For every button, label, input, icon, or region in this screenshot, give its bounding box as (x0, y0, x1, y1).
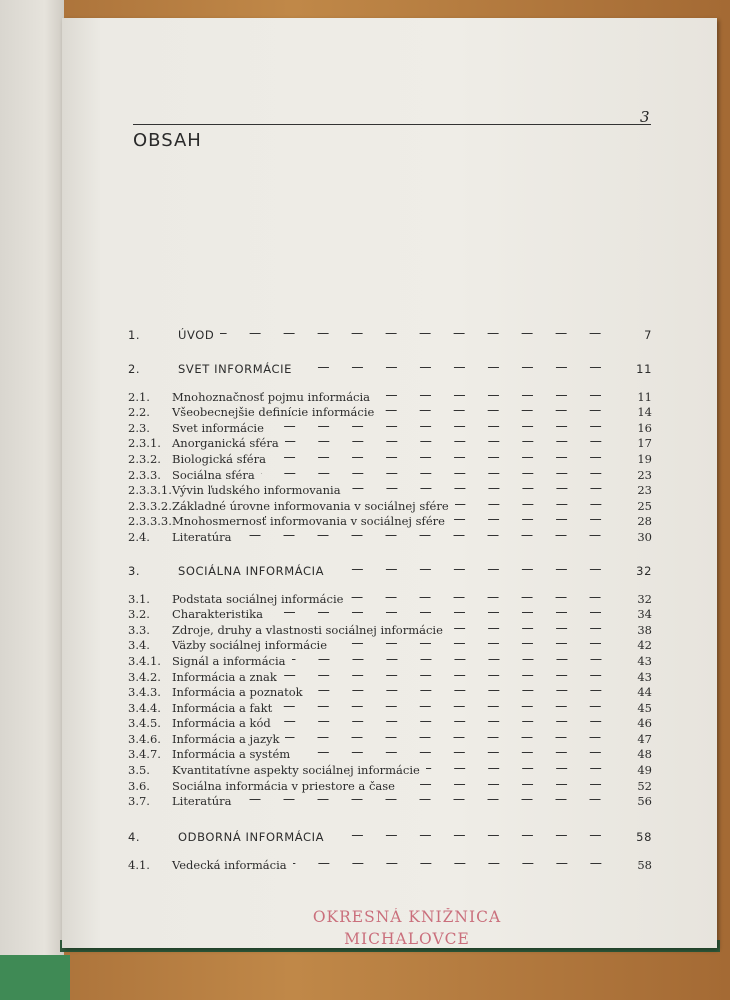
entry-page: 49 (637, 763, 652, 778)
dash-leader (309, 684, 618, 696)
entry-page: 23 (637, 467, 652, 482)
entry-number: 3.1. (128, 591, 150, 606)
dash-leader (277, 715, 618, 727)
page-number: 3 (640, 108, 650, 126)
entry-title: SVET INFORMÁCIE (178, 362, 293, 376)
entry-page: 28 (637, 514, 652, 529)
entry-title: Svet informácie (172, 420, 264, 435)
dash-leader (376, 389, 618, 401)
entry-title: Základné úrovne informovania v sociálnej sfére (172, 498, 449, 513)
entry-title: Informácia a poznatok (172, 685, 303, 700)
dash-leader (270, 420, 618, 432)
entry-title: Kvantitatívne aspekty sociálnej informácie (172, 763, 420, 778)
entry-number: 2.3.2. (128, 451, 161, 466)
entry-title: Anorganická sféra (172, 436, 279, 451)
entry-page: 30 (637, 529, 652, 544)
entry-page: 23 (637, 483, 652, 498)
entry-page: 42 (637, 638, 652, 653)
dash-leader (451, 513, 618, 525)
entry-title: Vedecká informácia (172, 857, 287, 872)
entry-title: Literatúra (172, 794, 232, 809)
entry-page: 25 (637, 498, 652, 513)
entry-page: 32 (636, 563, 652, 578)
dash-leader (426, 762, 618, 774)
entry-number: 3.4.2. (128, 669, 161, 684)
entry-number: 3.4.5. (128, 716, 161, 731)
entry-number: 3.2. (128, 607, 150, 622)
toc-entry (128, 497, 652, 513)
entry-page: 47 (637, 731, 652, 746)
entry-page: 43 (637, 653, 652, 668)
entry-number: 2.3.1. (128, 436, 161, 451)
entry-title: Sociálna sféra (172, 467, 255, 482)
entry-page: 38 (637, 622, 652, 637)
entry-page: 7 (644, 328, 652, 342)
entry-number: 3.3. (128, 622, 150, 637)
entry-page: 46 (637, 716, 652, 731)
entry-number: 2.3. (128, 420, 150, 435)
toc-entry (128, 793, 652, 809)
entry-number: 2.3.3.3. (128, 514, 172, 529)
dash-leader (298, 361, 618, 373)
entry-title: Sociálna informácia v priestore a čase (172, 778, 395, 793)
entry-number: 2.3.3.2. (128, 498, 172, 513)
dash-leader (269, 606, 618, 618)
dash-leader (401, 778, 618, 790)
toc-entry (128, 356, 652, 376)
entry-page: 34 (637, 607, 652, 622)
dash-leader (283, 669, 618, 681)
entry-title: Vývin ľudského informovania (172, 483, 341, 498)
dash-leader (261, 467, 618, 479)
entry-title: Mnohoznačnosť pojmu informácia (172, 389, 371, 404)
toc-entry (128, 621, 652, 637)
entry-title: SOCIÁLNA INFORMÁCIA (178, 563, 325, 578)
entry-page: 14 (637, 405, 652, 420)
toc-entry (128, 322, 652, 342)
toc-entry (128, 637, 652, 653)
dash-leader (285, 435, 618, 447)
toc-entry (128, 513, 652, 529)
stamp-line-2: MICHALOVCE (344, 930, 470, 948)
toc-entry (128, 388, 652, 404)
toc-entry (128, 777, 652, 793)
entry-title: ODBORNÁ INFORMÁCIA (178, 830, 325, 845)
page-title: OBSAH (133, 130, 202, 151)
toc-entry (128, 466, 652, 482)
entry-page: 11 (636, 362, 652, 376)
entry-number: 3.5. (128, 763, 150, 778)
stamp-line-1: OKRESNÁ KNIŽNICA (312, 908, 502, 926)
dash-leader (296, 746, 618, 758)
entry-number: 2.4. (128, 529, 150, 544)
dash-leader (330, 563, 618, 575)
entry-number: 3. (128, 563, 141, 578)
entry-number: 2.3.3.1. (128, 483, 172, 498)
entry-title: Informácia a fakt (172, 700, 273, 715)
dash-leader (455, 498, 618, 510)
entry-title: Mnohosmernosť informovania v sociálnej sfére (172, 514, 445, 529)
entry-title: Informácia a jazyk (172, 731, 280, 746)
dash-leader (293, 857, 618, 869)
entry-number: 3.7. (128, 794, 150, 809)
entry-title: Zdroje, druhy a vlastnosti sociálnej informácie (172, 622, 443, 637)
entry-title: Podstata sociálnej informácie (172, 591, 344, 606)
entry-number: 3.4.4. (128, 700, 161, 715)
entry-page: 52 (637, 778, 652, 793)
dash-leader (333, 637, 618, 649)
toc-entry (128, 715, 652, 731)
entry-page: 19 (637, 451, 652, 466)
entry-page: 44 (637, 685, 652, 700)
entry-number: 2.3.3. (128, 467, 161, 482)
entry-number: 1. (128, 328, 141, 342)
toc-entry (128, 558, 652, 578)
book-cover-corner (0, 955, 70, 1000)
toc-entry (128, 668, 652, 684)
entry-number: 3.6. (128, 778, 150, 793)
entry-number: 3.4. (128, 638, 150, 653)
entry-page: 58 (637, 857, 652, 872)
entry-title: Biologická sféra (172, 451, 266, 466)
table-of-contents (128, 322, 652, 872)
toc-entry (128, 730, 652, 746)
entry-number: 3.4.3. (128, 685, 161, 700)
toc-entry (128, 824, 652, 844)
entry-page: 16 (637, 420, 652, 435)
entry-number: 3.4.7. (128, 747, 161, 762)
entry-title: Väzby sociálnej informácie (172, 638, 328, 653)
dash-leader (349, 591, 618, 603)
entry-page: 45 (637, 700, 652, 715)
toc-entry (128, 528, 652, 544)
entry-number: 2. (128, 362, 141, 376)
entry-number: 3.4.6. (128, 731, 161, 746)
dash-leader (330, 829, 618, 841)
toc-entry (128, 435, 652, 451)
toc-entry (128, 606, 652, 622)
entry-title: Informácia a systém (172, 747, 291, 762)
library-stamp (292, 906, 522, 950)
toc-entry (128, 450, 652, 466)
toc-entry (128, 652, 652, 668)
entry-title: Literatúra (172, 529, 232, 544)
toc-entry (128, 482, 652, 498)
dash-leader (380, 404, 618, 416)
entry-title: Informácia a kód (172, 716, 271, 731)
toc-entry (128, 761, 652, 777)
entry-page: 56 (637, 794, 652, 809)
entry-title: ÚVOD (178, 328, 215, 342)
toc-entry (128, 404, 652, 420)
dash-leader (220, 327, 618, 339)
toc-entry (128, 684, 652, 700)
toc-entry (128, 419, 652, 435)
dash-leader (237, 529, 618, 541)
book-page (62, 18, 717, 948)
entry-title: Signál a informácia (172, 653, 286, 668)
toc-entry (128, 856, 652, 872)
entry-page: 48 (637, 747, 652, 762)
entry-number: 2.2. (128, 405, 150, 420)
toc-entry (128, 699, 652, 715)
facing-page (0, 0, 64, 1000)
dash-leader (285, 731, 618, 743)
dash-leader (292, 653, 618, 665)
entry-number: 2.1. (128, 389, 150, 404)
dash-leader (278, 700, 618, 712)
entry-title: Všeobecnejšie definície informácie (172, 405, 375, 420)
dash-leader (272, 451, 618, 463)
entry-number: 3.4.1. (128, 653, 161, 668)
dash-leader (347, 482, 618, 494)
entry-number: 4. (128, 830, 141, 845)
header-rule (133, 124, 651, 125)
entry-title: Charakteristika (172, 607, 264, 622)
entry-title: Informácia a znak (172, 669, 277, 684)
dash-leader (449, 622, 618, 634)
entry-page: 17 (637, 436, 652, 451)
toc-entry (128, 590, 652, 606)
toc-entry (128, 746, 652, 762)
dash-leader (237, 793, 618, 805)
entry-page: 32 (637, 591, 652, 606)
entry-page: 43 (637, 669, 652, 684)
entry-page: 11 (637, 389, 652, 404)
entry-page: 58 (636, 830, 652, 845)
entry-number: 4.1. (128, 857, 150, 872)
